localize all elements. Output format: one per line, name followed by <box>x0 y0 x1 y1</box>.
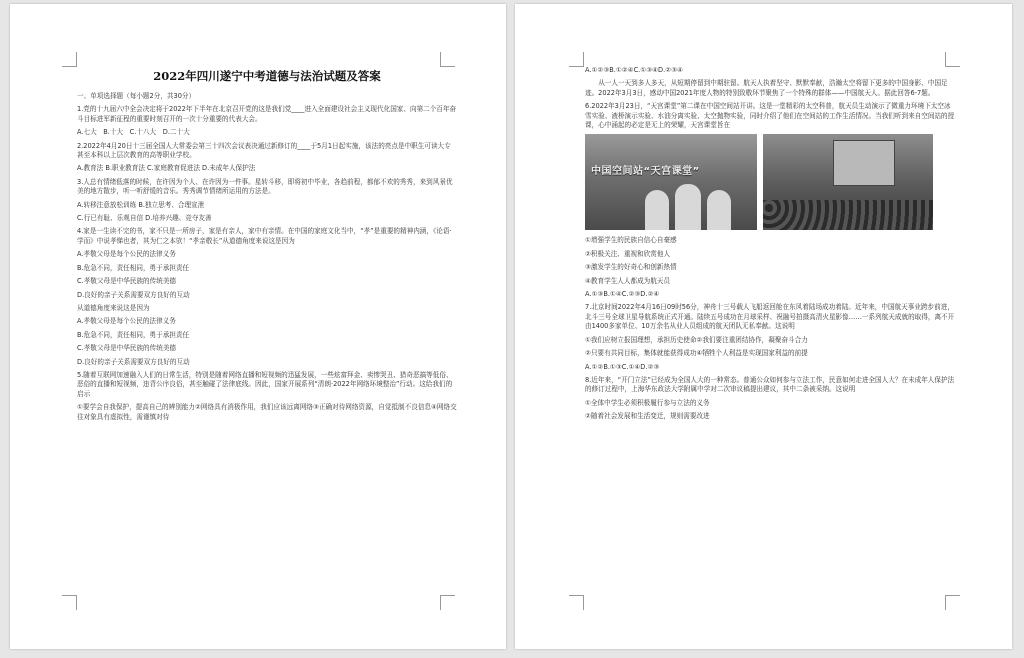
photo-caption: 中国空间站“天宫课堂” <box>591 166 700 178</box>
crop-mark <box>62 595 77 610</box>
text-line: 1.党的十九届六中全会决定将于2022年下半年在北京召开党的这是我们党____进入全面建设社会主义现代化国家、向第二个百年奋斗目标进军新征程的重要时刻召开的一次十分重要的代表大会。 <box>77 105 457 123</box>
tiangong-classroom-photo <box>585 134 757 230</box>
audience-crowd <box>763 200 933 230</box>
text-block <box>77 92 457 422</box>
text-line: A.①②③B.①②④C.①③④D.②③④ <box>585 66 683 74</box>
page-title: 2022年四川遂宁中考道德与法治试题及答案 <box>153 69 381 83</box>
crop-mark <box>569 595 584 610</box>
text-line: 3.人总有情绪低落的时候，在许因为个人、在许因为一件事。星转斗移，即将初中毕业，各趋前程，都郁不欢的秀秀，来到风景优美的地方散步，听一听舒缓的音乐。秀秀调节情绪所运用的方法是。 <box>77 177 453 196</box>
text-line: ③激发学生的好奇心和创新热情 <box>585 263 677 272</box>
text-line: ②只要有共同目标，集体就能获得成功④牺牲个人利益是实现国家利益的前提 <box>585 349 808 358</box>
document-page-right <box>515 4 1012 649</box>
text-line: 从道德角度来说这是因为 <box>77 303 150 312</box>
text-line: A.转移注意放松训练 B.独立思考、合理宣泄 <box>77 200 205 209</box>
text-line: ①增强学生的民族自信心自豪感 <box>585 236 677 245</box>
text-line: A.七大 B.十大 C.十八大 D.二十大 <box>77 128 190 137</box>
text-line: A.孝敬父母是每个公民的法律义务 <box>77 317 176 326</box>
text-line: D.良好的亲子关系需要双方良好的互动 <box>77 357 190 366</box>
text-line: A.①②B.①③C.①④D.②③ <box>585 362 660 371</box>
photo-row <box>585 134 957 230</box>
astronaut-figure <box>645 190 669 230</box>
page-content <box>585 66 957 426</box>
text-line: C.行已有耻、乐观自信 D.培养兴趣、竞夺友善 <box>77 214 212 223</box>
text-line: 5.随着互联网加速融入人们的日常生活，特别是随着网络直播和短视频的迅猛发展，一些炫富拜金、卖惨哭丑、猎奇恶搞等低俗、恶俗的直播和短视频，违背公序良俗，甚至触碰了法律底线。因此，国家开展系列“清朗·2022年网络环境整治”行动。这给我们的启示 <box>77 370 453 398</box>
text-line: ②随着社会发展和生活变迁，规则需要改进 <box>585 412 710 421</box>
crop-mark <box>945 52 960 67</box>
text-line: A.教育法 B.职业教育法 C.家庭教育促进法 D.未成年人保护法 <box>77 164 256 173</box>
text-line: A.孝敬父母是每个公民的法律义务 <box>77 250 176 259</box>
crop-mark <box>440 595 455 610</box>
students-watching-photo <box>763 134 933 230</box>
text-line: 7.北京时间2022年4月16日09时56分，神舟十三号载人飞船返回舱在东风着陆场成功着陆。近年来，中国航天事业跨步前进，北斗三号全球卫星导航系统正式开通。陆续五号成功在月球采样、祝融号拍摄高清火星影像……一系列航天成就的取得，离不开由1400多家单位、10万余名从业人员组成的航天团队无私奉献。这说明 <box>585 303 955 331</box>
text-line: ①我们应树立报国理想，承担历史使命②我们要注重团结协作，凝聚奋斗合力 <box>585 335 808 344</box>
text-line: B.危急不同，责任相同，勇于承担责任 <box>77 330 190 339</box>
text-line: 一、单项选择题（每小题2分，共30分） <box>77 92 196 100</box>
astronaut-figure <box>707 190 731 230</box>
document-page-left <box>10 4 506 649</box>
astronaut-figure <box>675 184 701 230</box>
text-line: ①要学会自我保护，提高自己的辨别能力②网络具有消极作用，我们应该远离网络③正确对待网络资源，自觉抵制不良信息④网络交往对象具有虚拟性，需谨慎对待 <box>77 403 457 421</box>
crop-mark <box>945 595 960 610</box>
screen-display <box>833 140 895 186</box>
text-line: C.孝敬父母是中华民族的传统美德 <box>77 344 177 353</box>
text-line: 6.2022年3月23日，“天宫课堂”第二课在中国空间站开讲。这是一堂精彩的太空科普，航天员生动演示了微重力环境下太空冰雪实验、液桥演示实验、水油分离实验、太空抛物实验，同时介绍了他们在空间站的工作生活情况。当我们听到来自空间站的授课，心中涌起的必定是无上的荣耀，天宫课堂旨在 <box>585 102 955 130</box>
text-block <box>585 236 957 421</box>
text-line: 2.2022年4月20日十三届全国人大常委会第三十四次会议表决通过新修订的____于5月1日起实施，该法的亮点是中职生可读大专甚至本科以上层次教育的高等职业学校。 <box>77 141 451 160</box>
text-line: D.良好的亲子关系需要双方良好的互动 <box>77 290 190 299</box>
text-line: 8.近年来，“开门立法”已经成为全国人大的一种常态。普通公众如何参与立法工作，民意如何走进全国人大？在未成年人保护法的修订过程中，上海华东政法大学附属中学对二次审议稿提出建议，其中二条被采纳。这说明 <box>585 375 955 394</box>
text-block <box>585 66 957 130</box>
text-line: C.孝敬父母是中华民族的传统美德 <box>77 277 177 286</box>
crop-mark <box>440 52 455 67</box>
text-line: 从一人一天到多人多天，从短期停留到中期驻留。航天人执着坚守、默默奉献，浩瀚太空将留下更多的中国身影、中国足迹。2022年3月3日，感动中国2021年度人物的特别致敬环节聚焦了一个特殊的群体——中国航天人。据此回答6-7题。 <box>585 79 948 97</box>
text-line: 4.家是一生读不完的书，家不只是一所房子，家是有亲人，家中有亲情。在中国的家庭文化当中，“孝”是重要的精神内涵，《论语·学而》中说孝悌也者，其为仁之本欤！“孝亲敬长”从道德角度来说这是因为 <box>77 227 452 245</box>
text-line: ②积极关注、重视和欣赏他人 <box>585 249 671 258</box>
text-line: ④教育学生人人都成为航天员 <box>585 276 671 285</box>
text-line: ①全体中学生必须积极履行参与立法的义务 <box>585 398 710 407</box>
crop-mark <box>569 52 584 67</box>
crop-mark <box>62 52 77 67</box>
text-line: B.危急不同，责任相同，勇于承担责任 <box>77 263 190 272</box>
page-content <box>77 68 457 426</box>
text-line: A.①③B.①④C.②③D.②④ <box>585 290 660 299</box>
